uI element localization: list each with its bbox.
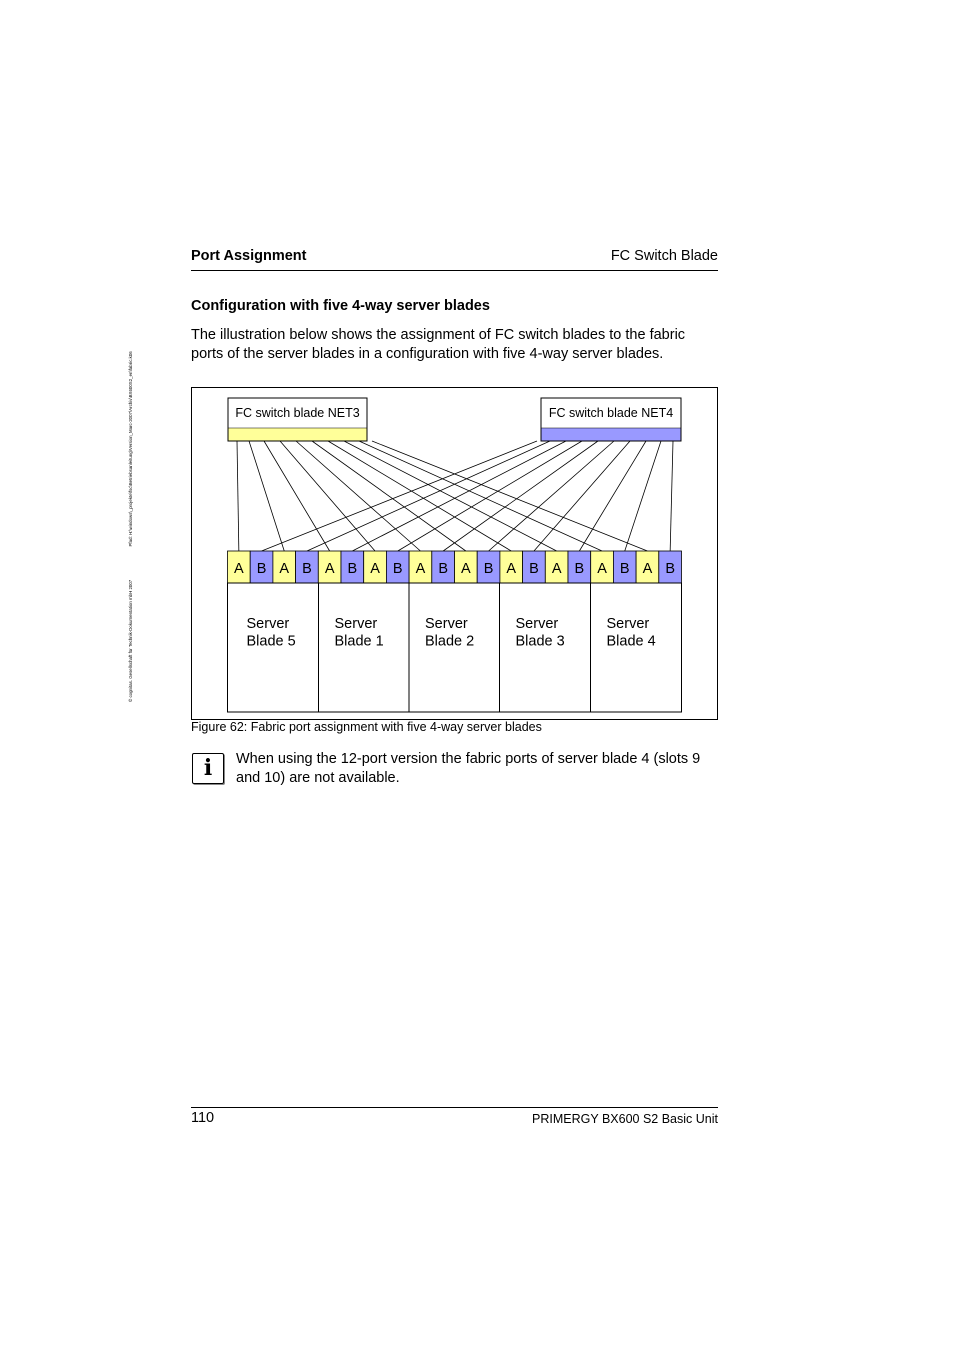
fabric-port-diagram [191, 387, 718, 720]
port-label: B [483, 561, 494, 577]
fabric-wire [280, 441, 375, 551]
port-label: A [642, 561, 653, 577]
blade-label [425, 616, 474, 650]
switch-color-band [229, 428, 367, 441]
side-margin-text [128, 319, 133, 702]
blade-label [335, 616, 384, 650]
port-label: B [302, 561, 312, 577]
copyright-text: © cognitas. Gesellschaft für Technik-Dokumentation mbH 2007 [128, 579, 133, 702]
blade-label-line: Blade 2 [425, 633, 475, 650]
info-note: When using the 12-port version the fabric ports of server blade 4 (slots 9 and 10) are not available. [236, 751, 701, 786]
blade-label-line: Server [515, 616, 559, 632]
port-label: A [597, 561, 607, 577]
info-icon: i [192, 753, 224, 784]
section-heading: Configuration with five 4-way server blades [191, 298, 490, 314]
blade-label-line: Blade 1 [334, 633, 384, 650]
blade-label-line: Blade 4 [606, 633, 656, 650]
fabric-wire [237, 441, 239, 551]
fabric-wire [352, 441, 566, 551]
fabric-wire [307, 441, 550, 551]
fabric-wire [443, 441, 598, 551]
port-label: A [370, 561, 380, 577]
switch-label: FC switch blade NET4 [548, 406, 674, 420]
blade-row [228, 583, 682, 712]
fabric-wire [625, 441, 661, 551]
port-label: B [619, 561, 630, 577]
blade-label-line: Server [606, 616, 650, 632]
file-path-text: Pfad: H:\windows\_projekte\fsc\Betriebsanleitung\Version_Marc-2007\Archiv\BX600S2_en\fabric.k06 [128, 351, 133, 547]
fabric-wire [262, 441, 537, 551]
intro-paragraph: The illustration below shows the assignment of FC switch blades to the fabric ports of the server blades in a configuration with five 4-way server blades. [191, 327, 686, 362]
fabric-wire [296, 441, 420, 551]
port-label: A [279, 561, 290, 577]
fabric-wire [312, 441, 466, 551]
port-label: A [551, 561, 562, 577]
footer-product-name: PRIMERGY BX600 S2 Basic Unit [532, 1112, 718, 1126]
blade-label-line: Server [246, 616, 290, 632]
blade-label [607, 616, 656, 650]
fabric-wire [264, 441, 330, 551]
running-header-title: Port Assignment [191, 248, 307, 264]
blade-label-line: Server [334, 616, 378, 632]
fabric-wire [249, 441, 284, 551]
fabric-wire [344, 441, 557, 551]
blade-label-line: Server [425, 616, 468, 632]
switch-color-band [542, 428, 681, 441]
fabric-wire [372, 441, 647, 551]
port-label: A [415, 561, 426, 577]
fabric-wire [670, 441, 673, 551]
port-label: A [461, 561, 471, 577]
blade-label [516, 616, 565, 650]
port-label: B [529, 561, 539, 577]
switch-label: FC switch blade NET3 [235, 406, 360, 420]
fabric-wire [534, 441, 630, 551]
wire-layer [237, 441, 673, 551]
switch-layer [228, 398, 681, 441]
port-label: B [665, 561, 675, 577]
figure-caption: Figure 62: Fabric port assignment with five 4-way server blades [191, 720, 542, 734]
fabric-wire [489, 441, 614, 551]
blade-label-line: Blade 3 [515, 633, 565, 650]
port-label: B [256, 561, 267, 577]
port-label: B [438, 561, 448, 577]
port-label: A [506, 561, 517, 577]
fabric-wire [328, 441, 511, 551]
port-label: B [574, 561, 585, 577]
running-header-chapter: FC Switch Blade [610, 248, 718, 264]
port-row [228, 551, 682, 583]
blade-label-line: Blade 5 [246, 633, 296, 650]
port-label: A [234, 561, 244, 577]
fabric-wire [359, 441, 602, 551]
port-label: B [347, 561, 358, 577]
page-number: 110 [191, 1110, 215, 1126]
fabric-wire [398, 441, 582, 551]
header-rule [191, 270, 718, 271]
port-label: B [392, 561, 403, 577]
footer-rule [191, 1107, 718, 1108]
fabric-wire [579, 441, 646, 551]
blade-label [247, 616, 296, 650]
port-label: A [324, 561, 335, 577]
